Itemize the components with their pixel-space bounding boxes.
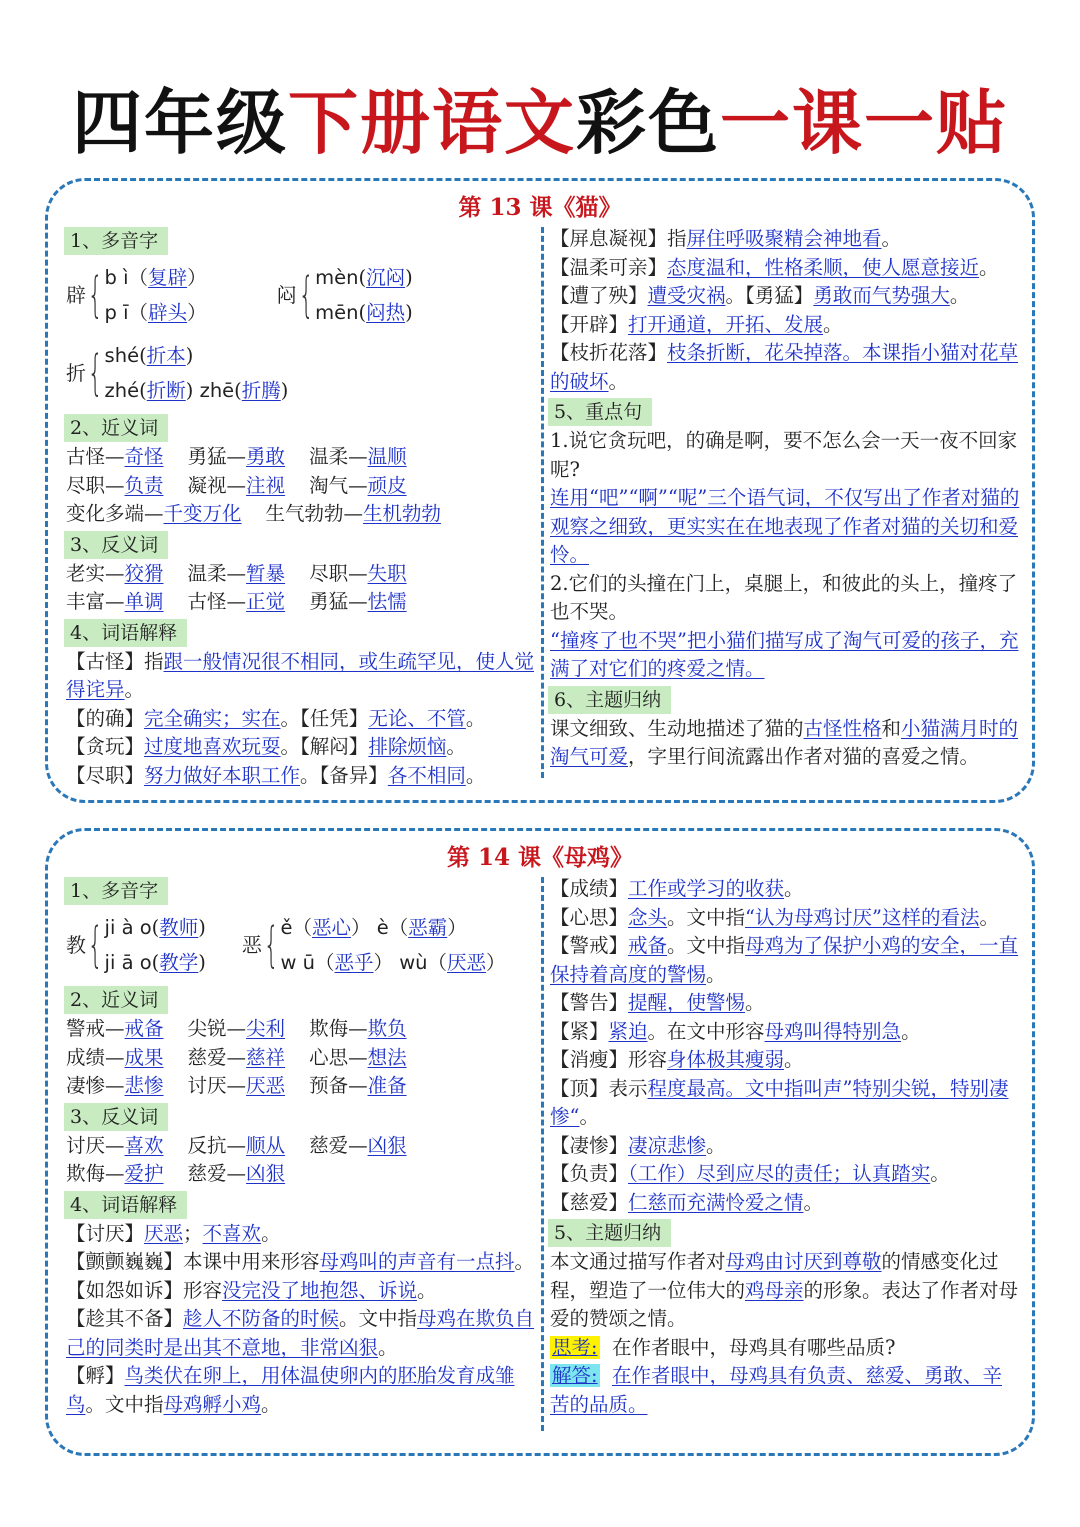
antonym-row: 讨厌—喜欢 反抗—顺从 慈爱—凶狠: [66, 1133, 407, 1157]
section-antonyms: 3、反义词: [64, 1103, 168, 1131]
explanation-item: 【的确】完全确实；实在。【任凭】无论、不管。: [66, 706, 486, 730]
section-antonyms: 3、反义词: [64, 531, 168, 559]
explanation-item: 【尽职】努力做好本职工作。【备异】各不相同。: [66, 763, 486, 787]
theme-summary: 本文通过描写作者对母鸡由讨厌到尊敬的情感变化过程，塑造了一位伟大的鸡母亲的形象。表达了作者对母爱的赞颂之情。: [550, 1250, 1019, 1330]
explanation-item: 【负责】（工作）尽到应尽的责任；认真踏实。: [550, 1162, 950, 1185]
antonym-row: 欺侮—爱护 慈爱—凶狠: [66, 1162, 286, 1185]
answer-label: 解答:: [552, 1364, 598, 1387]
column-divider: [541, 877, 544, 1431]
explanation-item: 【古怪】指跟一般情况很不相同，或生疏罕见，使人觉得诧异。: [66, 649, 535, 701]
title-part-volume: 下册语文: [288, 82, 576, 164]
lesson-13-right-column: [550, 225, 1020, 772]
section-synonyms: 2、近义词: [64, 986, 168, 1014]
section-synonyms: 2、近义词: [64, 414, 168, 442]
explanation-item: 【孵】鸟类伏在卵上，用体温使卵内的胚胎发育成雏鸟。文中指母鸡孵小鸡。: [66, 1364, 515, 1416]
think-label: 思考:: [552, 1335, 598, 1359]
section-key-sentences: 5、重点句: [548, 398, 652, 426]
explanation-item: 【心思】念头。文中指“认为母鸡讨厌”这样的看法。: [550, 905, 1000, 929]
key-sentence: 2.它们的头撞在门上，桌腿上，和彼此的头上，撞疼了也不哭。: [550, 571, 1018, 623]
explanation-item: 【紧】紧迫。在文中形容母鸡叫得特别急。: [550, 1019, 921, 1043]
explanation-item: 【遭了殃】遭受灾祸。【勇猛】勇敢而气势强大。: [550, 284, 970, 307]
section-word-explanations: 4、词语解释: [64, 1191, 187, 1219]
explanation-item: 【开辟】打开通道，开拓、发展。: [550, 312, 843, 336]
key-sentence: 1.说它贪玩吧，的确是啊，要不怎么会一天一夜不回家呢?: [550, 429, 1018, 481]
section-theme: 6、主题归纳: [548, 686, 671, 714]
polyphone-men: 闷 { mèn(沉闷) mēn(闷热): [276, 266, 413, 324]
explanation-item: 【顶】表示程度最高。文中指叫声”特别尖锐，特别凄惨“。: [550, 1076, 1009, 1128]
explanation-item: 【屏息凝视】指屏住呼吸聚精会神地看。: [550, 227, 902, 250]
theme-summary: 课文细致、生动地描述了猫的古怪性格和小猫满月时的淘气可爱，字里行间流露出作者对猫的喜爱之情。: [550, 716, 1019, 768]
think-question: 思考: 在作者眼中，母鸡具有哪些品质?: [552, 1335, 896, 1359]
lesson-13-title: 第 13 课《猫》: [458, 194, 622, 221]
lesson-13-card: [45, 178, 1035, 803]
lesson-13-left-column: [66, 225, 536, 790]
explanation-item: 【枝折花落】枝条折断，花朵掉落。本课指小猫对花草的破坏。: [550, 341, 1019, 393]
explanation-item: 【如怨如诉】形容没完没了地抱怨、诉说。: [66, 1278, 437, 1302]
explanation-item: 【贪玩】过度地喜欢玩耍。【解闷】排除烦恼。: [66, 735, 466, 758]
column-divider: [541, 227, 544, 778]
antonym-row: 老实—狡猾 温柔—暂暴 尽职—失职: [66, 561, 407, 585]
section-polyphones: 1、多音字: [64, 877, 168, 905]
explanation-item: 【趁其不备】趁人不防备的时候。文中指母鸡在欺负自己的同类时是出其不意地，非常凶狠。: [66, 1307, 535, 1359]
lesson-14-title: 第 14 课《母鸡》: [446, 844, 634, 871]
synonym-row: 成绩—成果 慈爱—慈祥 心思—想法: [66, 1045, 407, 1069]
lesson-14-card: [45, 828, 1035, 1456]
polyphone-jiao: 教 { ji à o(教师) ji ā o(教学): [66, 916, 206, 974]
synonym-row: 警戒—戒备 尖锐—尖利 欺侮—欺负: [66, 1017, 407, 1040]
explanation-item: 【温柔可亲】态度温和，性格柔顺，使人愿意接近。: [550, 255, 999, 279]
explanation-item: 【颤颤巍巍】本课中用来形容母鸡叫的声音有一点抖。: [66, 1250, 535, 1273]
key-sentence-analysis: “撞疼了也不哭”把小猫们描写成了淘气可爱的孩子，充满了对它们的疼爱之情。: [550, 628, 1019, 680]
explanation-item: 【警告】提醒，使警惕。: [550, 991, 765, 1014]
polyphone-she: 折 { shé(折本) zhé(折断) zhē(折腾): [66, 344, 289, 402]
explanation-item: 【讨厌】厌恶；不喜欢。: [66, 1221, 281, 1245]
title-part-sticker: 一课一贴: [720, 82, 1008, 164]
title-part-color: 彩色: [576, 82, 720, 164]
section-polyphones: 1、多音字: [64, 227, 168, 255]
section-theme: 5、主题归纳: [548, 1219, 671, 1247]
synonym-row: 变化多端—千变万化 生气勃勃—生机勃勃: [66, 502, 442, 525]
explanation-item: 【凄惨】凄凉悲惨。: [550, 1133, 726, 1157]
polyphone-e: 恶 { ě（恶心） è（恶霸） w ū（恶乎） wù（厌恶）: [241, 916, 506, 974]
lesson-14-right-column: [550, 875, 1020, 1419]
lesson-14-left-column: [66, 875, 536, 1419]
page-title: [0, 78, 1080, 168]
explanation-item: 【慈爱】仁慈而充满怜爱之情。: [550, 1190, 824, 1214]
synonym-row: 凄惨—悲惨 讨厌—厌恶 预备—准备: [66, 1074, 407, 1097]
synonym-row: 尽职—负责 凝视—注视 淘气—顽皮: [66, 473, 407, 497]
explanation-item: 【警戒】戒备。文中指母鸡为了保护小鸡的安全，一直保持着高度的警惕。: [550, 934, 1019, 986]
synonym-row: 古怪—奇怪 勇猛—勇敢 温柔—温顺: [66, 445, 407, 468]
title-part-grade: 四年级: [72, 82, 288, 164]
key-sentence-analysis: 连用“吧”“啊”“呢”三个语气词，不仅写出了作者对猫的观察之细致，更实实在在地表现了作者对猫的关切和爱怜。: [550, 486, 1020, 566]
section-word-explanations: 4、词语解释: [64, 619, 187, 647]
answer: 解答: 在作者眼中，母鸡具有负责、慈爱、勇敢、辛苦的品质。: [550, 1364, 1002, 1416]
antonym-row: 丰富—单调 古怪—正觉 勇猛—怯懦: [66, 590, 407, 613]
polyphone-bi: 辟 { b ì（复辟） p ī（辟头）: [66, 266, 207, 324]
explanation-item: 【消瘦】形容身体极其瘦弱。: [550, 1048, 804, 1071]
explanation-item: 【成绩】工作或学习的收获。: [550, 877, 804, 900]
